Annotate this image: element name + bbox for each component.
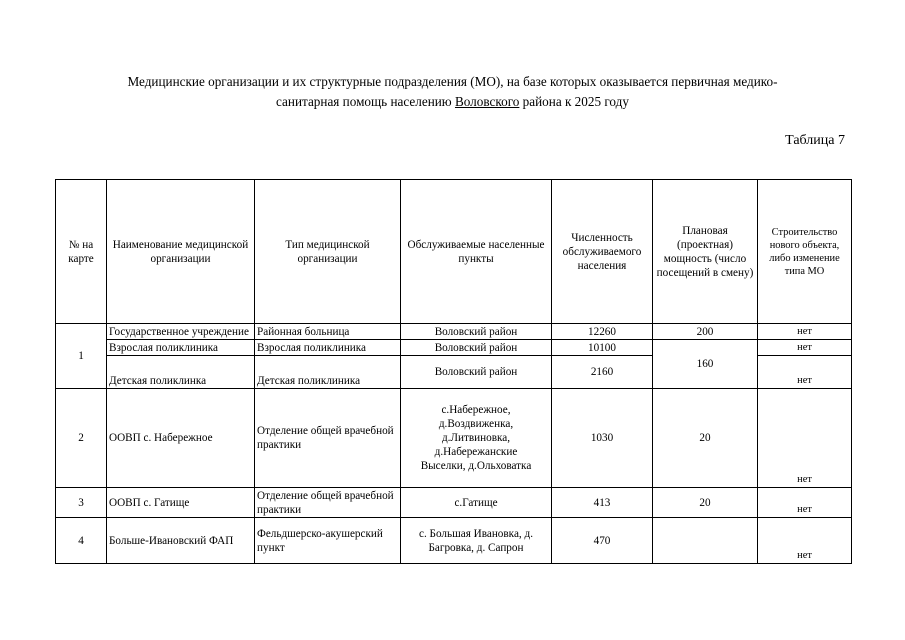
- row-organization-type: Взрослая поликлиника: [255, 340, 401, 356]
- row-organization-name: Государственное учреждение: [107, 324, 255, 340]
- header-capacity: Плановая (проектная) мощность (число посещений в смену): [653, 180, 758, 324]
- row-construction: нет: [758, 518, 852, 564]
- row-settlements: с.Набережное, д.Воздвиженка, д.Литвиновка, д.Набережанские Выселки, д.Ольховатка: [401, 389, 552, 488]
- row-capacity: [653, 518, 758, 564]
- table-row: [56, 518, 852, 564]
- row-organization-name: Больше-Ивановский ФАП: [107, 518, 255, 564]
- row-organization-name: Взрослая поликлиника: [107, 340, 255, 356]
- table-number: Таблица 7: [785, 133, 845, 148]
- row-settlements: Воловский район: [401, 340, 552, 356]
- title-line-2-end: района к 2025 году: [519, 94, 629, 109]
- row-capacity: 200: [653, 324, 758, 340]
- row-capacity: 20: [653, 488, 758, 518]
- row-settlements: Воловский район: [401, 324, 552, 340]
- title-line-2-start: санитарная помощь населению: [276, 94, 455, 109]
- row-organization-name: Детская поликлинка: [107, 356, 255, 389]
- medical-organizations-table: [55, 179, 852, 564]
- table-row: [56, 340, 852, 356]
- row-settlements: с. Большая Ивановка, д. Багровка, д. Сапрон: [401, 518, 552, 564]
- row-organization-type: Районная больница: [255, 324, 401, 340]
- row-organization-type: Отделение общей врачебной практики: [255, 488, 401, 518]
- table-row: [56, 488, 852, 518]
- row-capacity: 20: [653, 389, 758, 488]
- table-row: [56, 389, 852, 488]
- row-organization-name: ООВП с. Набережное: [107, 389, 255, 488]
- table-row: [56, 324, 852, 340]
- row-population: 1030: [552, 389, 653, 488]
- row-population: 2160: [552, 356, 653, 389]
- title-line-1: Медицинские организации и их структурные подразделения (МО), на базе которых оказывается первичная медико-: [127, 74, 778, 89]
- row-construction: нет: [758, 324, 852, 340]
- row-construction: нет: [758, 356, 852, 389]
- title-district: Воловского: [454, 94, 520, 109]
- header-row: [56, 180, 852, 324]
- header-settlements: Обслуживаемые населенные пункты: [401, 180, 552, 324]
- row-map-number: 2: [56, 389, 107, 488]
- row-construction: нет: [758, 488, 852, 518]
- row-map-number: 3: [56, 488, 107, 518]
- row-organization-type: Фельдшерско-акушерский пункт: [255, 518, 401, 564]
- row-population: 413: [552, 488, 653, 518]
- row-population: 12260: [552, 324, 653, 340]
- document-title: [60, 72, 845, 112]
- row-capacity: 160: [653, 340, 758, 389]
- row-map-number: 1: [56, 324, 107, 389]
- header-map-number: № на карте: [56, 180, 107, 324]
- row-construction: нет: [758, 340, 852, 356]
- row-organization-type: Отделение общей врачебной практики: [255, 389, 401, 488]
- row-construction: нет: [758, 389, 852, 488]
- row-map-number: 4: [56, 518, 107, 564]
- header-population: Численность обслуживаемого населения: [552, 180, 653, 324]
- header-construction: Строительство нового объекта, либо изменение типа МО: [758, 180, 852, 324]
- row-population: 470: [552, 518, 653, 564]
- row-organization-type: Детская поликлиника: [255, 356, 401, 389]
- row-settlements: с.Гатище: [401, 488, 552, 518]
- row-organization-name: ООВП с. Гатище: [107, 488, 255, 518]
- header-organization-type: Тип медицинской организации: [255, 180, 401, 324]
- row-population: 10100: [552, 340, 653, 356]
- row-settlements: Воловский район: [401, 356, 552, 389]
- header-organization-name: Наименование медицинской организации: [107, 180, 255, 324]
